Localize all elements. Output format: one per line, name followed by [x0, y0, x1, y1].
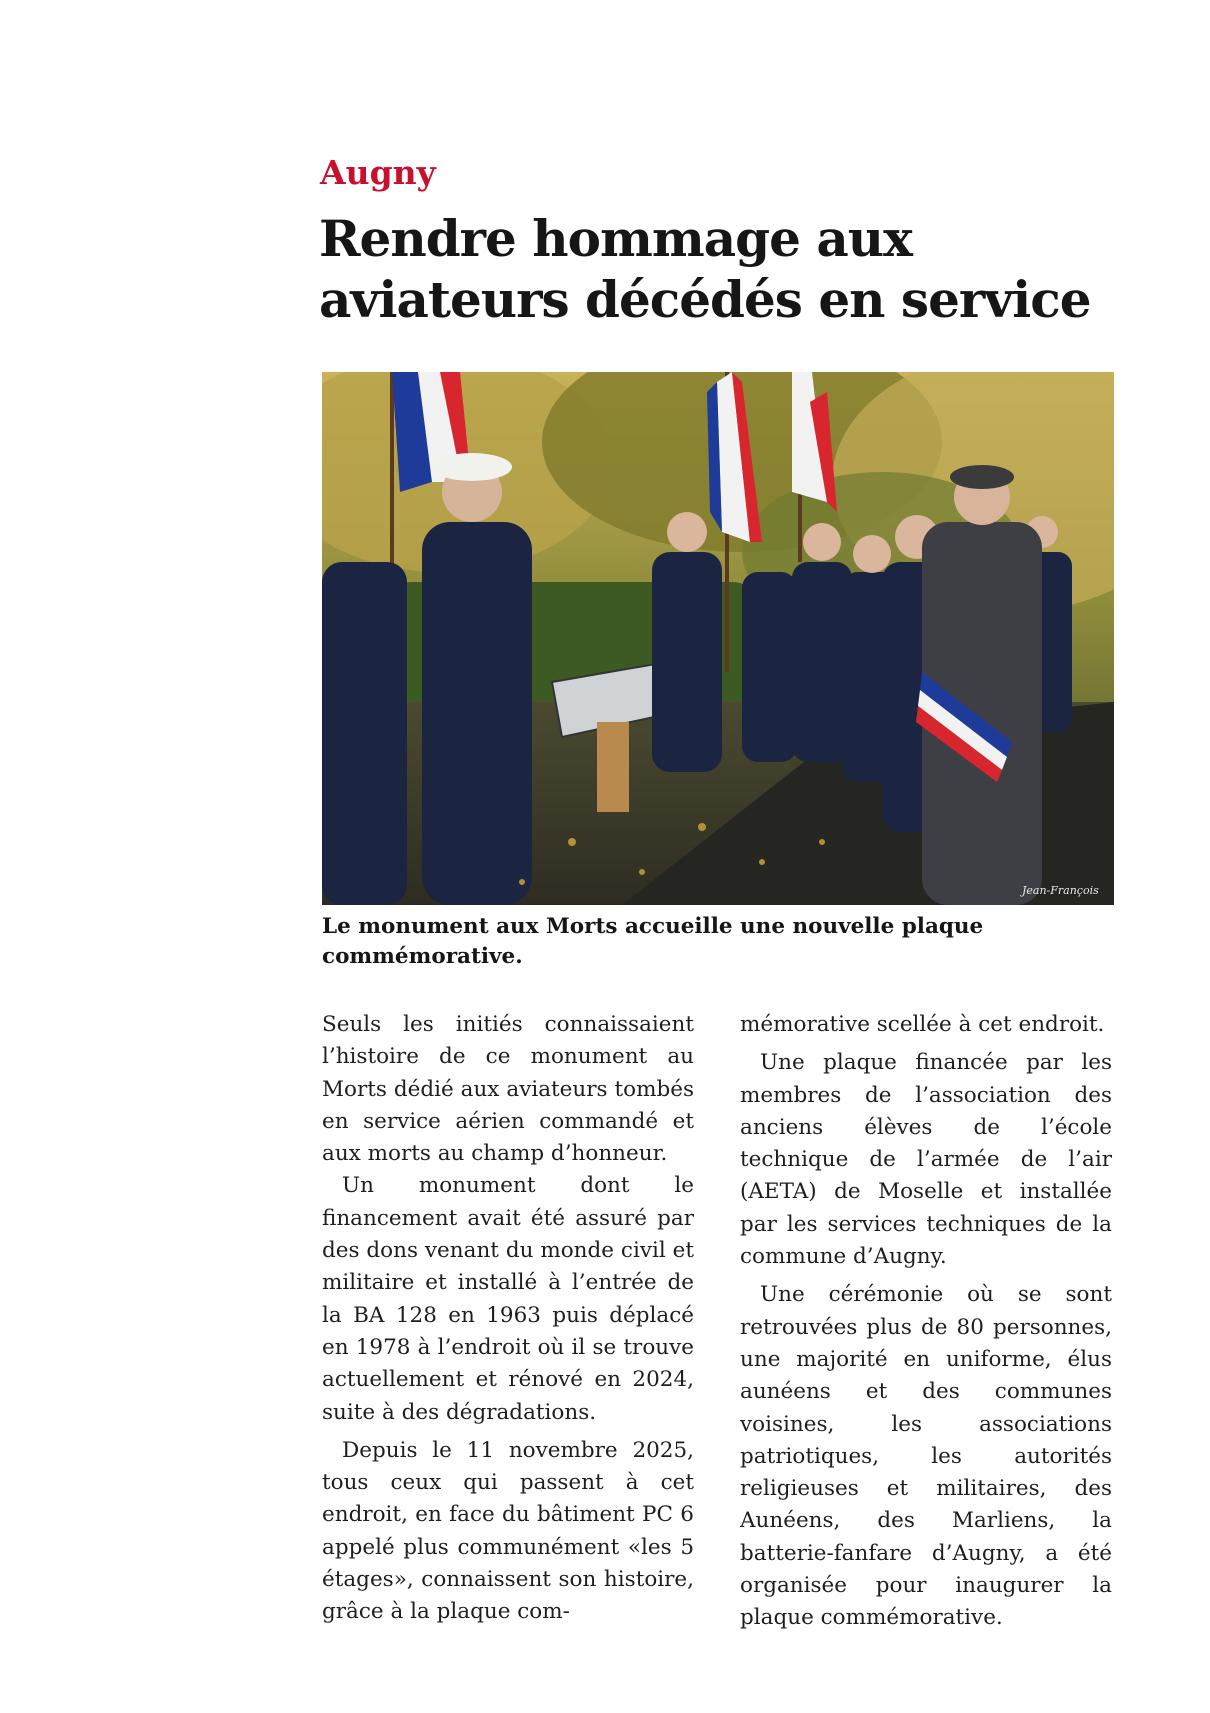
body-paragraph: Seuls les initiés connaissaient l’histoire de ce monument au Morts dédié aux aviateurs tombés en service aérien commandé et aux morts au champ d’honneur.	[322, 1012, 694, 1167]
headline-line-2: aviateurs décédés en service	[319, 270, 1091, 329]
body-paragraph: Depuis le 11 novembre 2025, tous ceux qui passent à cet endroit, en face du bâtiment PC 6 appelé plus communément «les 5 étages», connaissent son histoire, grâce à la plaque com-	[322, 1437, 694, 1625]
article-kicker: Augny	[320, 153, 436, 192]
article-photo	[322, 372, 1114, 905]
article-headline	[319, 208, 1119, 330]
headline-line-1: Rendre hommage aux	[319, 209, 912, 268]
body-paragraph: mémorative scellée à cet endroit.	[740, 1012, 1105, 1037]
photo-caption: Le monument aux Morts accueille une nouvelle plaque commémorative.	[322, 914, 984, 969]
photo-signature: Jean-François	[1022, 884, 1099, 897]
article-body-right-column	[740, 1009, 1112, 1635]
body-paragraph: Une plaque financée par les membres de l’association des anciens élèves de l’école technique de l’armée de l’air (AETA) de Moselle et installée par les services techniques de la commune d’Augny.	[740, 1050, 1112, 1270]
article-body-left-column	[322, 1009, 694, 1629]
body-paragraph: Une cérémonie où se sont retrouvées plus de 80 personnes, une majorité en uniforme, élus aunéens et des communes voisines, les associations patriotiques, les autorités religieuses et militaires, des Aunéens, des Marliens, la batterie-fanfare d’Augny, a été organisée pour inaugurer la plaque commémorative.	[740, 1282, 1112, 1631]
body-paragraph: Un monument dont le financement avait été assuré par des dons venant du monde civil et militaire et installé à l’entrée de la BA 128 en 1963 puis déplacé en 1978 à l’endroit où il se trouve actuellement et rénové en 2024, suite à des dégradations.	[322, 1173, 694, 1425]
